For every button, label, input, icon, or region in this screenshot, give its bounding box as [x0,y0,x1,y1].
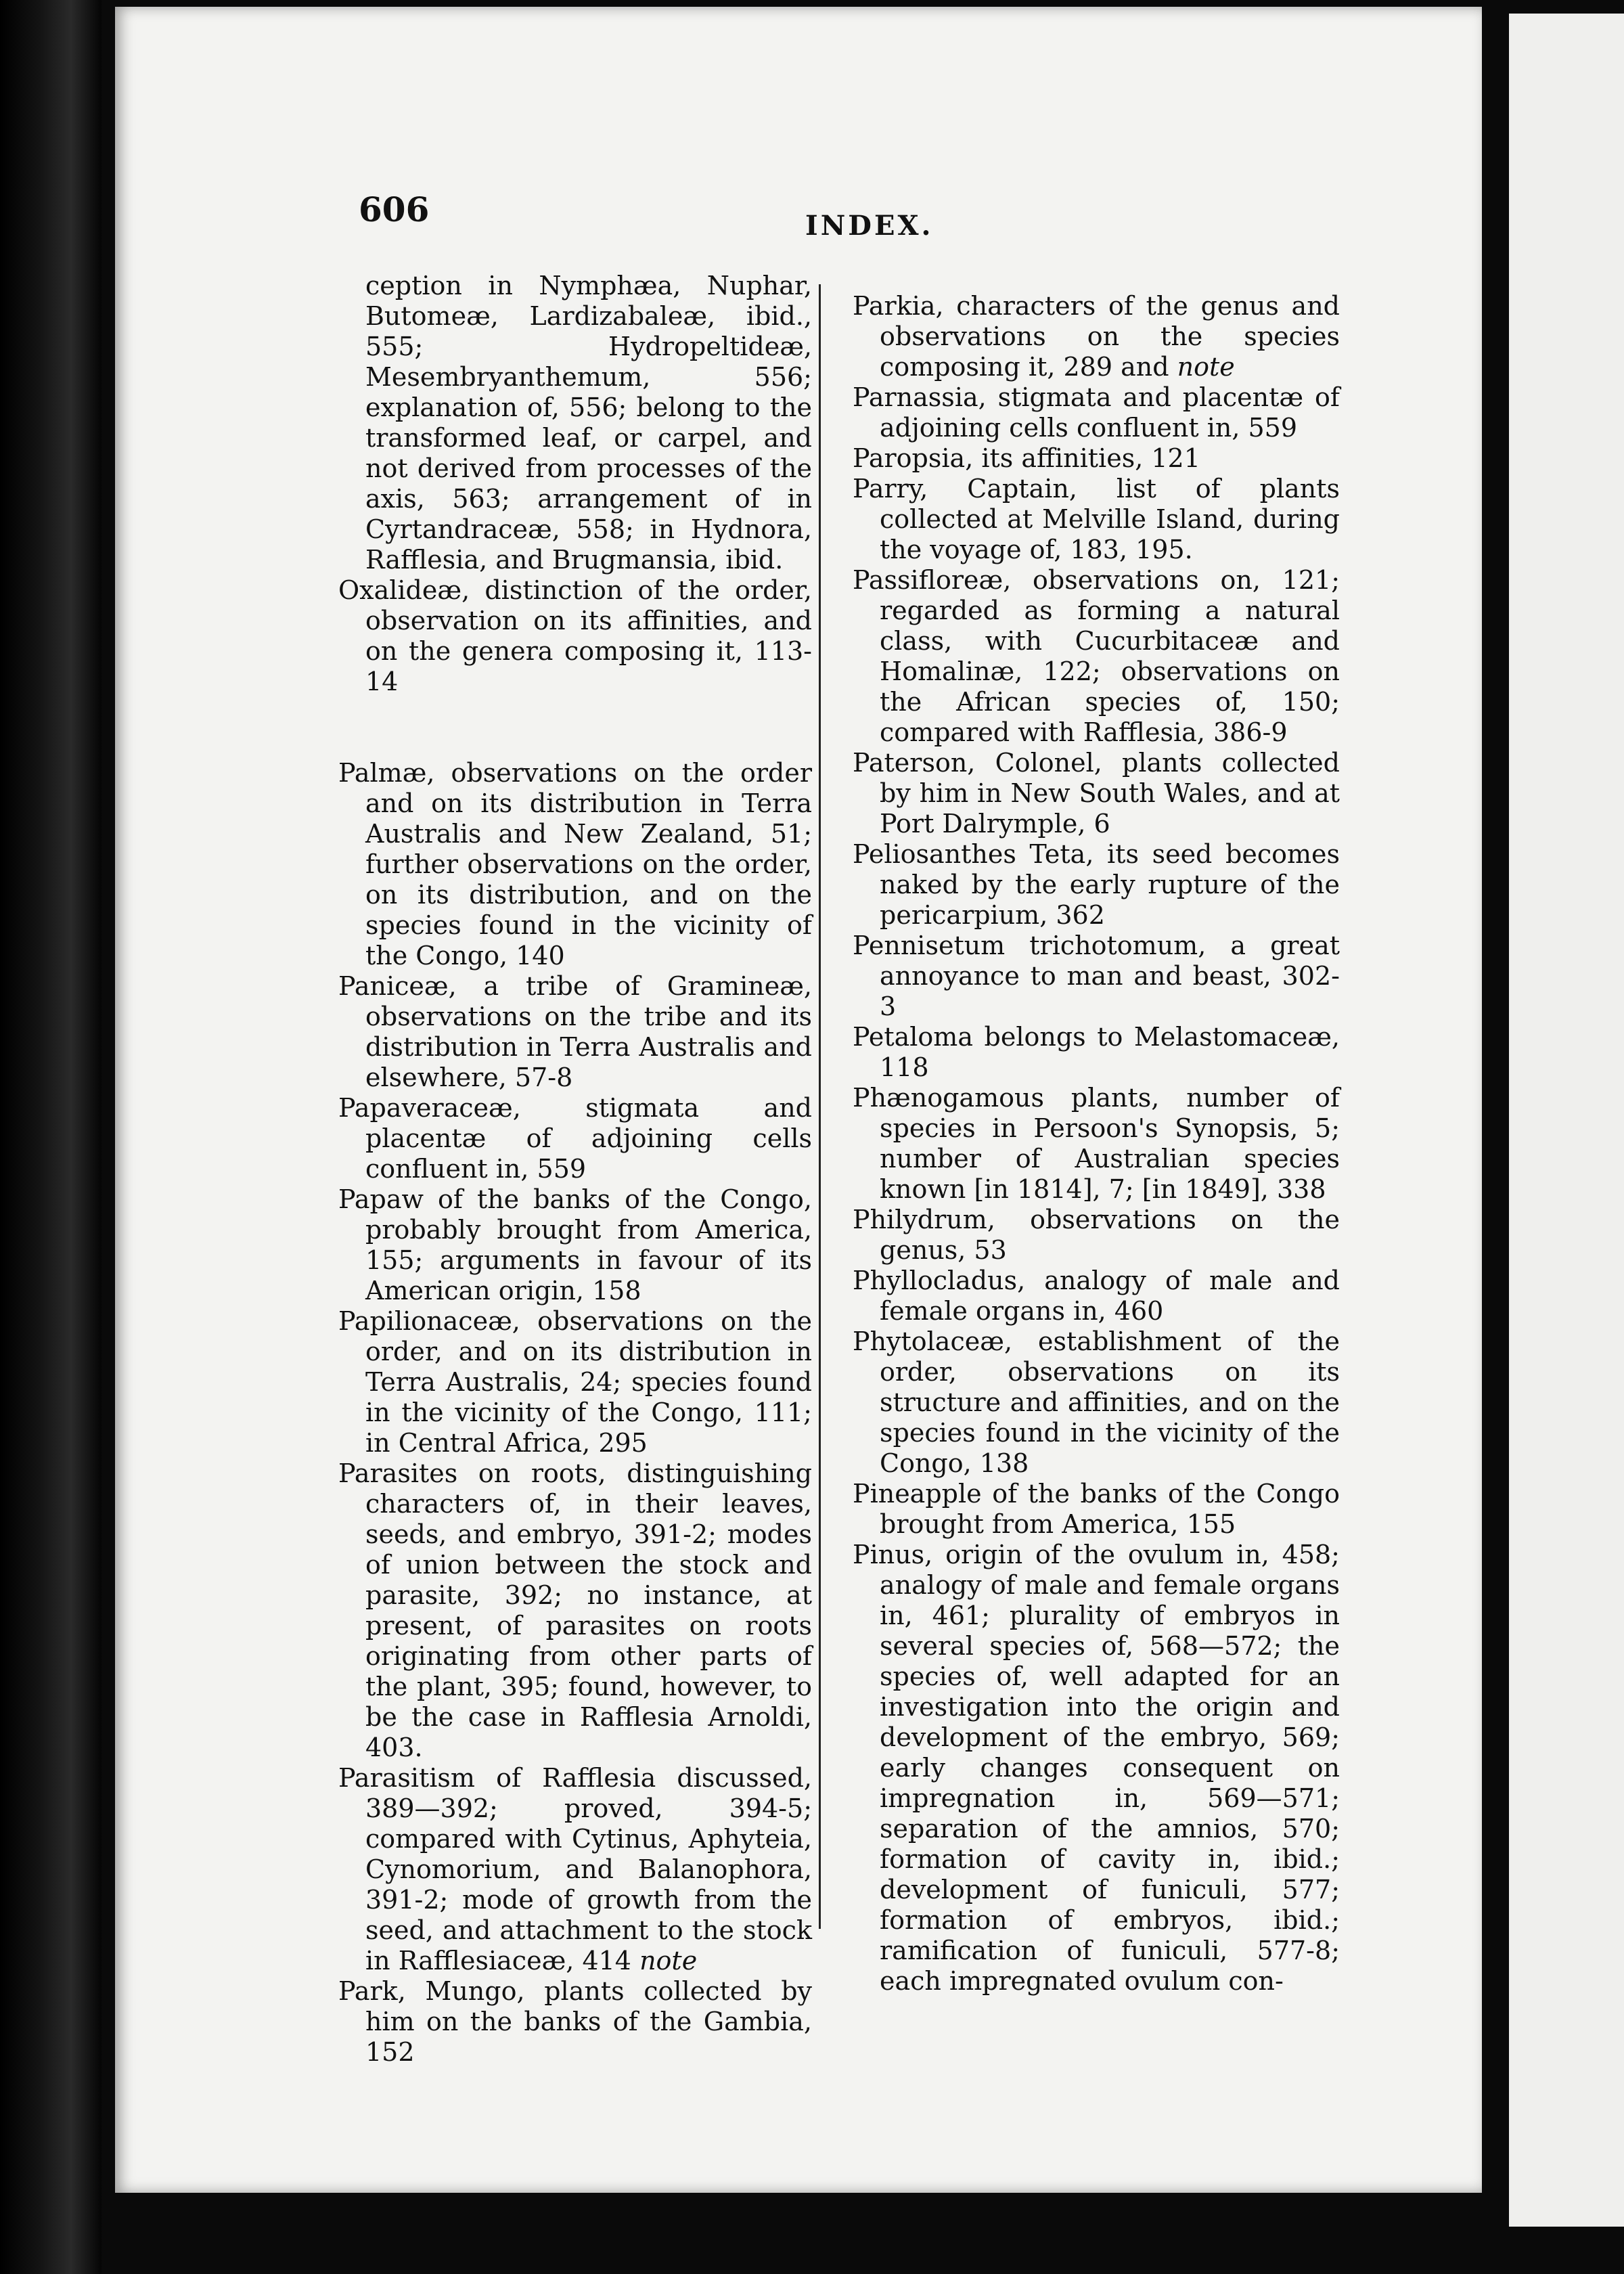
page-number: 606 [359,190,430,229]
index-entry: Phyllocladus, analogy of male and female organs in, 460 [853,1266,1340,1326]
running-head: INDEX. [805,210,934,242]
index-entry: Parasitism of Rafflesia discussed, 389—392; proved, 394-5; compared with Cytinus, Aphyteia, Cynomorium, and Balanophora, 391-2; mode of growth from the seed, and attachment to the stock in Rafflesiaceæ, 414 note [338,1763,812,1976]
book-spine [0,0,102,2274]
index-entry: Papilionaceæ, observations on the order, and on its distribution in Terra Australis, 24; species found in the vicinity of the Congo, 111; in Central Africa, 295 [338,1306,812,1458]
index-entry: Phytolaceæ, establishment of the order, observations on its structure and affinities, and on the species found in the vicinity of the Congo, 138 [853,1326,1340,1478]
index-entry: Palmæ, observations on the order and on its distribution in Terra Australis and New Zealand, 51; further observations on the order, on its distribution, and on the species found in the vicinity of the Congo, 140 [338,758,812,971]
index-entry: Paterson, Colonel, plants collected by him in New South Wales, and at Port Dalrymple, 6 [853,748,1340,839]
index-entry: Peliosanthes Teta, its seed becomes naked by the early rupture of the pericarpium, 362 [853,839,1340,930]
index-entry: Pinus, origin of the ovulum in, 458; analogy of male and female organs in, 461; plurality of embryos in several species of, 568—572; the species of, well adapted for an investigation into the origin and development of the embryo, 569; early changes consequent on impregnation in, 569—571; separation of the amnios, 570; formation of cavity in, ibid.; development of funiculi, 577; formation of embryos, ibid.; ramification of funiculi, 577-8; each impregnated ovulum con- [853,1540,1340,1996]
left-column [338,271,812,2068]
index-entry: Paniceæ, a tribe of Gramineæ, observations on the tribe and its distribution in Terra Australis and elsewhere, 57-8 [338,971,812,1092]
note-marker: note [639,1946,698,1976]
index-entry: Phænogamous plants, number of species in Persoon's Synopsis, 5; number of Australian species known [in 1814], 7; [in 1849], 338 [853,1083,1340,1204]
index-entry: Pennisetum trichotomum, a great annoyance to man and beast, 302-3 [853,931,1340,1021]
index-entry: Parkia, characters of the genus and observations on the species composing it, 289 and note [853,291,1340,382]
index-entry: Parry, Captain, list of plants collected at Melville Island, during the voyage of, 183, 195. [853,474,1340,564]
letter-section-gap [338,697,812,758]
note-marker: note [1177,352,1235,382]
index-entry: ception in Nymphæa, Nuphar, Butomeæ, Lardizabaleæ, ibid., 555; Hydropeltideæ, Mesembryanthemum, 556; explanation of, 556; belong to the transformed leaf, or carpel, and not derived from processes of the axis, 563; arrangement of in Cyrtandraceæ, 558; in Hydnora, Rafflesia, and Brugmansia, ibid. [365,271,812,575]
index-entry: Papaw of the banks of the Congo, probably brought from America, 155; arguments in favour of its American origin, 158 [338,1184,812,1306]
page-header [359,190,1475,250]
index-entry: Paropsia, its affinities, 121 [853,443,1200,473]
index-entry: Philydrum, observations on the genus, 53 [853,1205,1340,1265]
index-entry: Petaloma belongs to Melastomaceæ, 118 [853,1022,1340,1082]
index-entry: Parasites on roots, distinguishing characters of, in their leaves, seeds, and embryo, 391-2; modes of union between the stock and parasite, 392; no instance, at present, of parasites on roots originating from other parts of the plant, 395; found, however, to be the case in Rafflesia Arnoldi, 403. [338,1458,812,1762]
index-entry: Park, Mungo, plants collected by him on the banks of the Gambia, 152 [338,1976,812,2067]
index-entry: Passifloreæ, observations on, 121; regarded as forming a natural class, with Cucurbitaceæ and Homalinæ, 122; observations on the African species of, 150; compared with Rafflesia, 386-9 [853,565,1340,747]
index-entry: Oxalideæ, distinction of the order, observation on its affinities, and on the genera composing it, 113-14 [338,575,812,696]
index-entry: Pineapple of the banks of the Congo brought from America, 155 [853,1479,1340,1539]
adjacent-page-edge [1509,14,1624,2227]
index-entry: Parnassia, stigmata and placentæ of adjoining cells confluent in, 559 [853,382,1340,443]
index-entry: Papaveraceæ, stigmata and placentæ of adjoining cells confluent in, 559 [338,1093,812,1184]
right-column [853,291,1340,1997]
column-divider [819,284,821,1929]
